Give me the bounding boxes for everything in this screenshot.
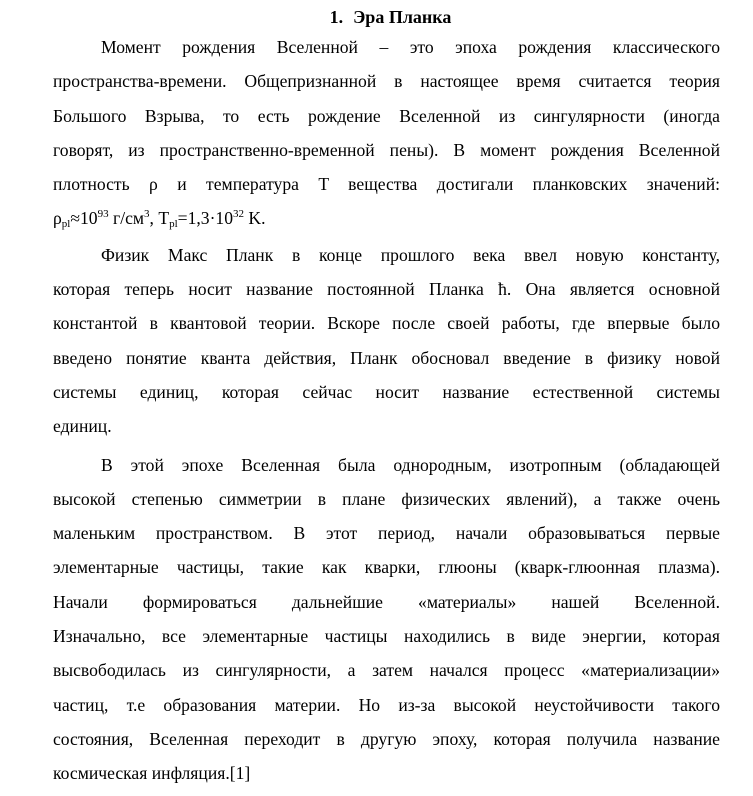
text-line: состояния, Вселенная переходит в другую эпоху, которая получила название [53,728,720,749]
t-subscript: pl [169,218,178,231]
formula-line [53,201,720,235]
t-value: =1,3·10 [177,208,234,229]
t-unit: K. [244,208,266,229]
text-line: Начали формироваться дальнейшие «материалы» нашей Вселенной. [53,591,720,612]
text-line: высвободилась из сингулярности, а затем начался процесс «материализации» [53,660,720,681]
rho-unit: г/см [108,208,145,229]
rho-subscript: pl [61,218,71,231]
text-line: высокой степенью симметрии в плане физических явлений), а также очень [53,488,720,509]
text-line: маленьким пространством. В этот период, начали образовываться первые [53,523,720,544]
text-line: В этой эпохе Вселенная была однородным, изотропным (обладающей [101,454,720,475]
text-line: Изначально, все элементарные частицы находились в виде энергии, которая [53,626,720,647]
text-line: единиц. [53,416,112,437]
text-line: элементарные частицы, такие как кварки, глюоны (кварк-глюонная плазма). [53,557,720,578]
text-line: константой в квантовой теории. Вскоре после своей работы, где впервые было [53,313,720,334]
text-line: Физик Макс Планк в конце прошлого века ввел новую константу, [101,244,720,265]
section-number: 1. [329,7,344,27]
text-line: пространства-времени. Общепризнанной в настоящее время считается теория [53,71,720,92]
text-line: Большого Взрыва, то есть рождение Вселенной из сингулярности (иногда [53,105,720,126]
rho-unit-exponent: 3 [144,208,150,221]
text-line: введено понятие кванта действия, Планк обосновал введение в физику новой [53,347,720,368]
text-line: плотность ρ и температура T вещества достигали планковских значений: [53,174,720,195]
text-line: системы единиц, которая сейчас носит название естественной системы [53,381,720,402]
text-line: космическая инфляция.[1] [53,763,251,784]
rho-symbol: ρ [53,208,62,229]
rho-exponent: 93 [97,208,109,221]
paragraph-2 [53,238,720,444]
section-title: Эра Планка [353,7,452,27]
paragraph-1 [53,30,720,236]
text-line: частиц, т.е образования материи. Но из-за высокой неустойчивости такого [53,694,720,715]
rho-value: ≈10 [70,208,98,229]
text-line: Момент рождения Вселенной – это эпоха рождения классического [101,37,720,57]
text-line: говорят, из пространственно-временной пены). В момент рождения Вселенной [53,139,720,160]
t-exponent: 32 [233,208,245,221]
t-symbol: , T [149,208,170,229]
section-heading [53,5,720,30]
paragraph-3 [53,448,720,791]
text-line: которая теперь носит название постоянной Планка ħ. Она является основной [53,279,720,300]
